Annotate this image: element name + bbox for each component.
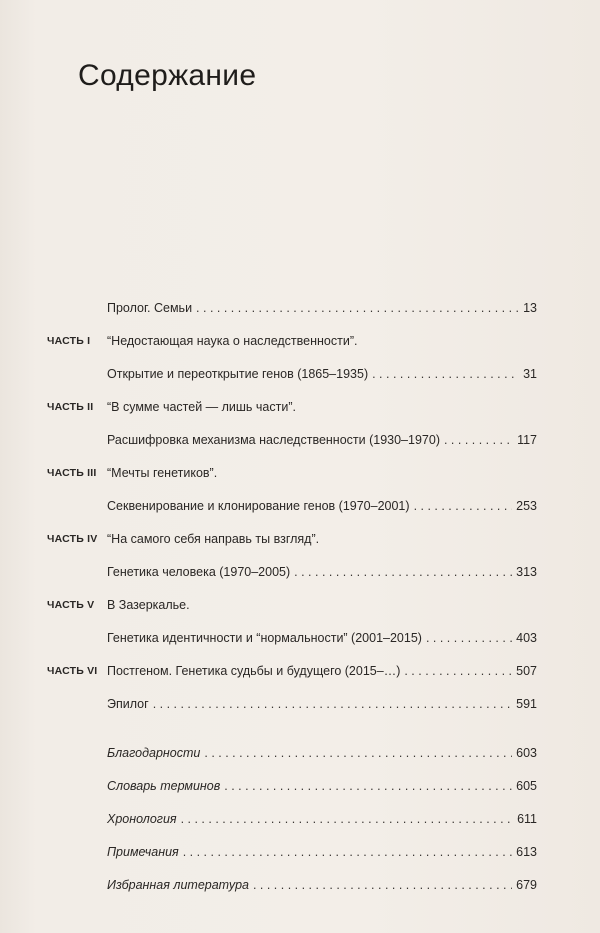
leader-dots <box>372 358 519 391</box>
toc-row-part-2 <box>0 391 600 424</box>
toc-row-chapter-3 <box>0 490 600 523</box>
toc-row-bibliography <box>0 869 600 902</box>
toc-entry-title: Генетика идентичности и “нормальности” (2001–2015) <box>107 631 422 645</box>
toc-entry-title: Пролог. Семьи <box>107 301 193 315</box>
toc-page-number: 679 <box>516 878 537 892</box>
toc-entry-title: Хронология <box>107 812 177 826</box>
leader-dots <box>414 490 513 523</box>
toc-part-label: ЧАСТЬ III <box>47 467 97 479</box>
toc-part-label: ЧАСТЬ I <box>47 335 91 347</box>
toc-page-number: 507 <box>516 664 537 678</box>
toc-row-acknowledgements <box>0 737 600 770</box>
toc-page-number: 117 <box>517 433 537 447</box>
toc-row-glossary <box>0 770 600 803</box>
toc-entry-title: Постгеном. Генетика судьбы и будущего (2015–…) <box>107 664 401 678</box>
toc-row-part-4 <box>0 523 600 556</box>
toc-row-chapter-1 <box>0 358 600 391</box>
toc-entry-title: Эпилог <box>107 697 149 711</box>
toc-page-number: 605 <box>516 779 537 793</box>
toc-row-part-1 <box>0 325 600 358</box>
toc-row-chapter-5 <box>0 622 600 655</box>
toc-row-part-3 <box>0 457 600 490</box>
leader-dots <box>444 424 513 457</box>
toc-entry-title: Открытие и переоткрытие генов (1865–1935) <box>107 367 369 381</box>
toc-part-title: “Недостающая наука о наследственности”. <box>107 334 358 348</box>
toc-page-number: 611 <box>517 812 537 826</box>
toc-part-label: ЧАСТЬ V <box>47 599 95 611</box>
leader-dots <box>183 836 512 869</box>
toc-page-number: 253 <box>516 499 537 513</box>
toc-page-number: 313 <box>516 565 537 579</box>
leader-dots <box>204 737 512 770</box>
toc-entry-title: Благодарности <box>107 746 201 760</box>
toc-page-number: 603 <box>516 746 537 760</box>
leader-dots <box>153 688 512 721</box>
toc-row-part-6 <box>0 655 600 688</box>
leader-dots <box>253 869 512 902</box>
toc-part-label: ЧАСТЬ IV <box>47 533 98 545</box>
leader-dots <box>181 803 513 836</box>
toc-part-label: ЧАСТЬ II <box>47 401 94 413</box>
toc-part-title: “На самого себя направь ты взгляд”. <box>107 532 320 546</box>
leader-dots <box>196 292 519 325</box>
toc-part-label: ЧАСТЬ VI <box>47 665 98 677</box>
toc-entry-title: Примечания <box>107 845 179 859</box>
toc-row-chapter-4 <box>0 556 600 589</box>
toc-part-title: “В сумме частей — лишь части”. <box>107 400 296 414</box>
toc-page-number: 591 <box>516 697 537 711</box>
section-spacer <box>0 721 600 737</box>
leader-dots <box>294 556 512 589</box>
toc-entry-title: Избранная литература <box>107 878 249 892</box>
toc-row-epilogue <box>0 688 600 721</box>
leader-dots <box>404 655 512 688</box>
page-title: Содержание <box>78 59 257 92</box>
toc-entry-title: Генетика человека (1970–2005) <box>107 565 291 579</box>
toc-entry-title: Секвенирование и клонирование генов (1970–2001) <box>107 499 410 513</box>
toc-entry-title: Расшифровка механизма наследственности (1930–1970) <box>107 433 440 447</box>
toc-page-number: 31 <box>523 367 537 381</box>
leader-dots <box>224 770 512 803</box>
toc-row-notes <box>0 836 600 869</box>
toc-page-number: 403 <box>516 631 537 645</box>
toc-row-part-5 <box>0 589 600 622</box>
toc-row-chapter-2 <box>0 424 600 457</box>
toc-row-prologue <box>0 292 600 325</box>
toc-part-title: “Мечты генетиков”. <box>107 466 218 480</box>
toc-page-number: 613 <box>516 845 537 859</box>
toc-entry-title: Словарь терминов <box>107 779 221 793</box>
leader-dots <box>426 622 512 655</box>
toc-row-chronology <box>0 803 600 836</box>
toc-page-number: 13 <box>523 301 537 315</box>
table-of-contents <box>0 292 600 902</box>
toc-part-title: В Зазеркалье. <box>107 598 190 612</box>
